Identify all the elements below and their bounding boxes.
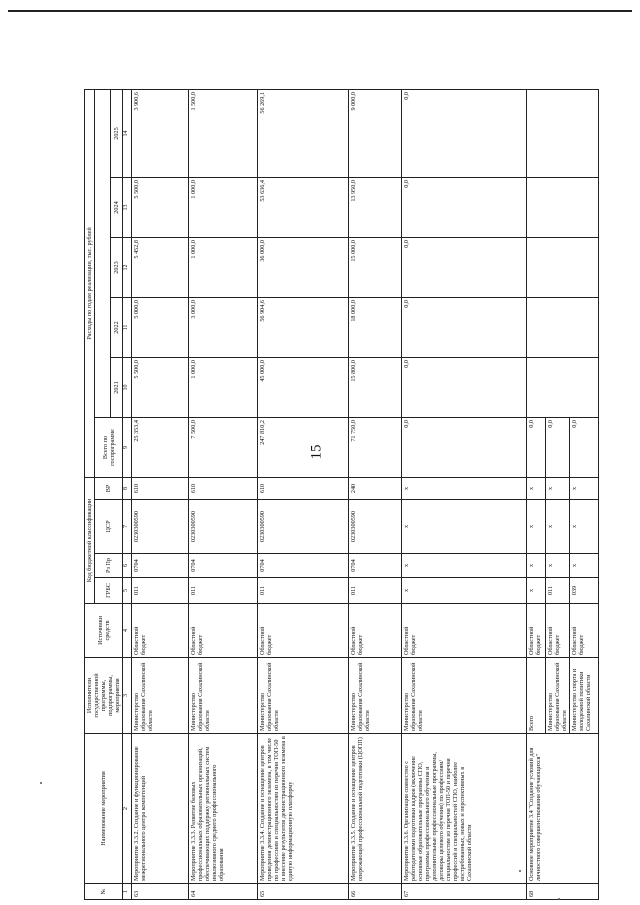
- header-no: №: [85, 884, 123, 900]
- row-2021: 1 000,0: [189, 358, 258, 418]
- row-2025: 9 000,0: [349, 89, 402, 177]
- col-index: 8: [123, 478, 132, 500]
- row-2025: 56 269,1: [258, 89, 349, 177]
- row-2021: 5 500,0: [132, 358, 189, 418]
- row-2023-empty: [527, 238, 599, 298]
- row-name: Мероприятие 3.3.4. Создание и оснащение центров проведения демонстрационного экзамена, в том числе по профессиям и специальностям из перечня ТОП-50 и внесение результатов демонстрационного экзамена в единую информационную платформу: [258, 734, 349, 884]
- row-2024: 53 636,4: [258, 178, 349, 238]
- row-rzpr: х: [527, 554, 546, 578]
- row-grbs: 011: [258, 578, 349, 604]
- row-2022-empty: [527, 298, 599, 358]
- row-no: 63: [132, 884, 189, 900]
- col-index: 4: [123, 604, 132, 658]
- table-row: [258, 89, 349, 899]
- row-total: 7 500,0: [189, 418, 258, 478]
- row-vr: 610: [189, 478, 258, 500]
- row-total: 0,0: [527, 418, 546, 478]
- row-2025: 0,0: [402, 89, 527, 177]
- col-index: 9: [123, 418, 132, 478]
- row-2022: 56 904,6: [258, 298, 349, 358]
- row-name: Мероприятие 3.3.2. Создание и функционирование межрегионального центра компетенций: [132, 734, 189, 884]
- row-vr: 610: [132, 478, 189, 500]
- row-2023: 15 000,0: [349, 238, 402, 298]
- row-name: Основное мероприятие 3.4 "Создание условий для личностного совершенствования обучающихся": [527, 734, 599, 884]
- row-2024-empty: [527, 178, 599, 238]
- row-rzpr: 0704: [349, 554, 402, 578]
- row-grbs: х: [402, 578, 527, 604]
- row-source: Областной бюджет: [402, 604, 527, 658]
- header-2021: 2021: [111, 358, 123, 418]
- row-source: Областной бюджет: [132, 604, 189, 658]
- row-2025: 3 900,6: [132, 89, 189, 177]
- col-index: 10: [123, 358, 132, 418]
- row-grbs: 011: [349, 578, 402, 604]
- table-row: [527, 89, 546, 899]
- row-csr: 0230300590: [349, 500, 402, 554]
- row-2021: 45 000,0: [258, 358, 349, 418]
- row-grbs: х: [527, 578, 546, 604]
- row-csr: х: [570, 500, 599, 554]
- row-rzpr: х: [570, 554, 599, 578]
- row-2023: 1 000,0: [189, 238, 258, 298]
- row-total: 71 750,0: [349, 418, 402, 478]
- row-no: 64: [189, 884, 258, 900]
- top-rule: [8, 10, 632, 12]
- scan-speck: [519, 870, 521, 872]
- row-source: Областной бюджет: [349, 604, 402, 658]
- header-vr: ВР: [95, 478, 123, 500]
- row-executor: Министерство образования Сахалинской области: [258, 658, 349, 734]
- col-index: 7: [123, 500, 132, 554]
- col-index: 14: [123, 89, 132, 177]
- row-rzpr: х: [402, 554, 527, 578]
- header-kbk: Код бюджетной классификации: [85, 478, 95, 604]
- row-source: Областной бюджет: [189, 604, 258, 658]
- row-no: 65: [258, 884, 349, 900]
- table-row: [402, 89, 527, 899]
- row-executor: Министерство образования Сахалинской области: [189, 658, 258, 734]
- row-2024: 13 950,0: [349, 178, 402, 238]
- row-rzpr: х: [546, 554, 570, 578]
- row-executor: Министерство образования Сахалинской области: [546, 658, 570, 734]
- col-index: 2: [123, 734, 132, 884]
- row-2023: 5 452,8: [132, 238, 189, 298]
- row-2024: 5 500,0: [132, 178, 189, 238]
- table-row: [349, 89, 402, 899]
- header-2023: 2023: [111, 238, 123, 298]
- header-rzpr: Рз Пр: [95, 554, 123, 578]
- col-index: 13: [123, 178, 132, 238]
- scan-speck: [40, 782, 42, 784]
- row-2025: 1 500,0: [189, 89, 258, 177]
- row-csr: х: [546, 500, 570, 554]
- row-source: Областной бюджет: [258, 604, 349, 658]
- row-total: 247 810,2: [258, 418, 349, 478]
- col-index: 3: [123, 658, 132, 734]
- col-index: 5: [123, 578, 132, 604]
- row-total: 25 353,4: [132, 418, 189, 478]
- row-vr: х: [546, 478, 570, 500]
- row-vr: 240: [349, 478, 402, 500]
- row-executor: Министерство спорта и молодежной политики Сахалинской области: [570, 658, 599, 734]
- header-2025: 2025: [111, 89, 123, 177]
- row-executor: Министерство образования Сахалинской области: [132, 658, 189, 734]
- row-2021: 0,0: [402, 358, 527, 418]
- row-grbs: 039: [570, 578, 599, 604]
- row-vr: х: [570, 478, 599, 500]
- row-name: Мероприятие 3.3.5. Создание и оснащение центров опережающей профессиональной подготовки (ЦОПП): [349, 734, 402, 884]
- budget-table-frame: [84, 90, 592, 900]
- header-expenses: Расходы по годам реализации, тыс. рублей: [85, 89, 95, 477]
- budget-table: [84, 89, 599, 900]
- row-2022: 5 000,0: [132, 298, 189, 358]
- row-rzpr: 0704: [258, 554, 349, 578]
- column-index-row: [123, 89, 132, 899]
- row-csr: 0230300590: [189, 500, 258, 554]
- row-total: 0,0: [546, 418, 570, 478]
- row-source: Областной бюджет: [546, 604, 570, 658]
- header-name: Наименование мероприятия: [85, 734, 123, 884]
- row-rzpr: 0704: [132, 554, 189, 578]
- row-2024: 0,0: [402, 178, 527, 238]
- row-2021-empty: [527, 358, 599, 418]
- row-2024: 1 000,0: [189, 178, 258, 238]
- row-2023: 0,0: [402, 238, 527, 298]
- row-csr: х: [527, 500, 546, 554]
- row-2023: 36 000,0: [258, 238, 349, 298]
- header-total: Всего по госпрограмме: [95, 418, 123, 478]
- row-csr: 0230300590: [132, 500, 189, 554]
- row-name: Мероприятие 3.3.3. Развитие базовых профессиональных образовательных организаций, обеспечивающих поддержку региональных систем инклюзивного среднего профессионального образования: [189, 734, 258, 884]
- rotated-table-container: [84, 90, 592, 900]
- header-csr: ЦСР: [95, 500, 123, 554]
- row-2021: 15 800,0: [349, 358, 402, 418]
- header-2024: 2024: [111, 178, 123, 238]
- row-no: 67: [402, 884, 527, 900]
- header-2022: 2022: [111, 298, 123, 358]
- row-2022: 0,0: [402, 298, 527, 358]
- row-executor: Всего: [527, 658, 546, 734]
- row-vr: х: [527, 478, 546, 500]
- col-index: 11: [123, 298, 132, 358]
- row-grbs: 011: [132, 578, 189, 604]
- row-csr: 0230300590: [258, 500, 349, 554]
- row-total: 0,0: [402, 418, 527, 478]
- row-vr: 610: [258, 478, 349, 500]
- table-row: [189, 89, 258, 899]
- col-index: 1: [123, 884, 132, 900]
- row-source: Областной бюджет: [570, 604, 599, 658]
- row-grbs: 011: [546, 578, 570, 604]
- row-no: 68: [527, 884, 599, 900]
- col-index: 6: [123, 554, 132, 578]
- row-csr: х: [402, 500, 527, 554]
- row-no: 66: [349, 884, 402, 900]
- row-rzpr: 0704: [189, 554, 258, 578]
- table-row: [132, 89, 189, 899]
- row-executor: Министерство образования Сахалинской области: [349, 658, 402, 734]
- header-executor: Исполнители государственной программы, подпрограммы, мероприятия: [85, 658, 123, 734]
- row-executor: Министерство образования Сахалинской области: [402, 658, 527, 734]
- row-2025-empty: [527, 89, 599, 177]
- scan-speck: [558, 898, 560, 900]
- page-number: 15: [308, 444, 325, 460]
- header-grbs: ГРБС: [95, 578, 123, 604]
- row-name: Мероприятие 3.3.6. Организация совместно с работодателями подготовки кадров (включение основные образовательные программы СПО, программы профессионального обучения и дополнительные профессиональные программы, договоры целевого обучения) по профессиям/специальностям из перечня ТОП-50 и перечня профессий и специальностей СПО, наиболее востребованных, новых и перспективных в Сахалинской области: [402, 734, 527, 884]
- header-source: Источники средств: [85, 604, 123, 658]
- row-total: 0,0: [570, 418, 599, 478]
- row-2022: 18 000,0: [349, 298, 402, 358]
- header-years-group: [95, 89, 111, 417]
- col-index: 12: [123, 238, 132, 298]
- row-2022: 3 000,0: [189, 298, 258, 358]
- row-grbs: 011: [189, 578, 258, 604]
- row-vr: х: [402, 478, 527, 500]
- row-source: Областной бюджет: [527, 604, 546, 658]
